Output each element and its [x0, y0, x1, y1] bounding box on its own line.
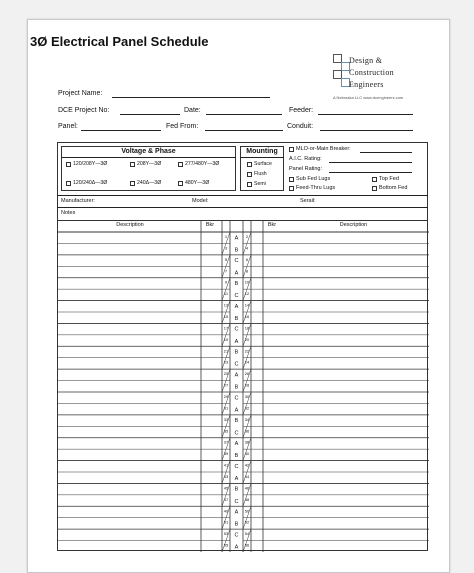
mounting-checkbox[interactable] — [247, 182, 252, 187]
circuit-table-lines — [58, 221, 429, 552]
circuit-number-label: 1 — [224, 234, 228, 239]
phase-label: C — [234, 293, 239, 300]
phase-label: B — [234, 247, 239, 254]
circuit-number-label: 12 — [244, 291, 250, 297]
fed-from-label: Fed From: — [166, 123, 199, 130]
voltage-option: 480Y—3Ø — [185, 180, 210, 186]
circuit-number-label: 14 — [244, 302, 250, 308]
voltage-heading-rule — [61, 157, 236, 158]
circuit-number-label: 18 — [244, 325, 250, 331]
mlo-field[interactable] — [360, 152, 412, 153]
circuit-number-label: 52 — [244, 519, 250, 525]
phase-label: C — [234, 463, 239, 470]
circuit-number-label: 46 — [244, 485, 250, 491]
circuit-number-label: 20 — [244, 336, 250, 342]
phase-label: B — [234, 418, 239, 425]
voltage-option: 120/208Y—3Ø — [73, 161, 108, 167]
phase-label: C — [234, 326, 239, 333]
voltage-option: 240Δ—3Ø — [137, 180, 162, 186]
circuit-number-label: 53 — [223, 531, 229, 537]
project-name-label: Project Name: — [58, 90, 103, 97]
phase-label: A — [234, 544, 239, 551]
phase-label: A — [234, 407, 239, 414]
circuit-number-label: 22 — [244, 348, 250, 354]
serial-label: Serail: — [300, 198, 316, 204]
sub-fed-label: Sub Fed Lugs — [296, 176, 331, 182]
circuit-number-label: 23 — [223, 359, 229, 365]
voltage-checkbox[interactable] — [130, 181, 135, 186]
circuit-number-label: 43 — [223, 474, 229, 479]
circuit-number-label: 50 — [244, 508, 250, 514]
company-logo — [333, 54, 433, 104]
panel-rating-field[interactable] — [329, 172, 412, 173]
phase-label: B — [234, 486, 239, 493]
mounting-heading-rule — [240, 157, 284, 158]
circuit-number-label: 17 — [223, 325, 229, 331]
circuit-number-label: 35 — [223, 428, 229, 434]
circuit-number-label: 29 — [223, 394, 229, 399]
mounting-heading: Mounting — [246, 148, 278, 155]
page-title: 3Ø Electrical Panel Schedule — [30, 34, 209, 49]
logo-text-line3: Engineers — [349, 80, 384, 89]
phase-label: C — [234, 258, 239, 265]
circuit-number-label: 33 — [223, 416, 229, 422]
circuit-number-label: 37 — [223, 439, 229, 445]
aic-rating-label: A.I.C. Rating: — [289, 156, 322, 162]
date-field[interactable] — [206, 114, 282, 115]
manufacturer-label: Manufacturer: — [61, 198, 95, 204]
mounting-option: Semi — [254, 181, 266, 187]
phase-label: B — [234, 521, 239, 528]
circuit-number-label: 19 — [223, 336, 229, 342]
circuit-number-label: 44 — [244, 474, 250, 479]
voltage-checkbox[interactable] — [178, 181, 183, 186]
date-label: Date: — [184, 107, 201, 114]
bottom-fed-checkbox[interactable] — [372, 186, 377, 191]
panel-label: Panel: — [58, 123, 78, 130]
circuit-number-label: 30 — [244, 394, 250, 399]
circuit-number-label: 10 — [244, 279, 250, 285]
dce-project-no-field[interactable] — [120, 114, 180, 115]
circuit-number-label: 31 — [223, 405, 229, 411]
model-label: Model: — [192, 198, 209, 204]
phase-label: A — [234, 441, 239, 448]
conduit-label: Conduit: — [287, 123, 314, 130]
voltage-phase-heading: Voltage & Phase — [121, 148, 176, 155]
phase-label: A — [234, 270, 239, 277]
circuit-number-label: 45 — [223, 485, 229, 491]
circuit-number-label: 21 — [223, 348, 229, 354]
voltage-checkbox[interactable] — [66, 162, 71, 167]
info-mid-rule — [57, 207, 428, 208]
circuit-number-label: 6 — [245, 256, 249, 262]
circuit-number-label: 34 — [244, 416, 250, 422]
circuit-number-label: 55 — [223, 542, 229, 548]
circuit-number-label: 42 — [244, 462, 250, 468]
circuit-number-label: 26 — [244, 371, 250, 377]
phase-label: B — [234, 349, 239, 356]
circuit-number-label: 2 — [245, 234, 249, 239]
phase-label: A — [234, 476, 239, 482]
top-fed-checkbox[interactable] — [372, 177, 377, 182]
feed-thru-label: Feed-Thru Lugs — [296, 185, 336, 191]
mounting-option: Surface — [254, 161, 272, 167]
circuit-number-label: 56 — [244, 542, 250, 548]
circuit-number-label: 47 — [223, 496, 229, 502]
circuit-number-label: 8 — [245, 268, 249, 274]
phase-label: A — [234, 338, 239, 345]
phase-label: A — [234, 235, 239, 242]
logo-text-line2: Construction — [349, 68, 394, 77]
circuit-number-label: 51 — [223, 519, 229, 525]
voltage-checkbox[interactable] — [130, 162, 135, 167]
circuit-number-label: 32 — [244, 405, 250, 411]
left-description-header: Description — [116, 222, 144, 228]
notes-label: Notes — [61, 210, 76, 216]
circuit-number-label: 4 — [245, 245, 249, 251]
circuit-number-label: 7 — [224, 268, 228, 274]
circuit-number-label: 49 — [223, 508, 229, 514]
circuit-number-label: 28 — [244, 382, 250, 388]
phase-label: A — [234, 372, 239, 379]
circuit-number-label: 48 — [244, 496, 250, 502]
logo-subtext: A Nebraska LLC www.dcengineers.com — [333, 95, 404, 100]
left-breaker-header: Bkr — [205, 222, 215, 228]
info-top-rule — [57, 195, 428, 196]
mounting-checkbox[interactable] — [247, 162, 252, 167]
panel-rating-label: Panel Rating: — [289, 166, 323, 172]
circuit-number-label: 54 — [244, 531, 250, 537]
circuit-number-label: 40 — [244, 451, 250, 457]
phase-label: A — [234, 509, 239, 516]
mlo-label: MLO-or-Main Breaker: — [296, 146, 351, 152]
mounting-option: Flush — [254, 171, 267, 177]
phase-label: C — [234, 532, 239, 539]
circuit-number-label: 27 — [223, 382, 229, 388]
voltage-checkbox[interactable] — [66, 181, 71, 186]
phase-label: C — [234, 430, 239, 437]
conduit-field[interactable] — [320, 130, 413, 131]
circuit-number-label: 13 — [223, 302, 229, 308]
right-breaker-header: Bkr — [267, 222, 277, 228]
mlo-checkbox[interactable] — [289, 147, 294, 152]
panel-field[interactable] — [81, 130, 161, 131]
voltage-option: 208Y—3Ø — [137, 161, 162, 167]
bottom-fed-label: Bottom Fed — [379, 185, 408, 191]
feeder-label: Feeder: — [289, 107, 314, 114]
phase-label: C — [234, 498, 239, 505]
sub-fed-checkbox[interactable] — [289, 177, 294, 182]
feeder-field[interactable] — [318, 114, 413, 115]
fed-from-field[interactable] — [205, 130, 283, 131]
phase-label: C — [234, 395, 239, 402]
circuit-number-label: 25 — [223, 371, 229, 377]
circuit-number-label: 3 — [224, 245, 228, 251]
top-fed-label: Top Fed — [379, 176, 399, 182]
circuit-number-label: 11 — [223, 291, 229, 297]
circuit-number-label: 15 — [223, 314, 229, 319]
circuit-number-label: 5 — [224, 256, 228, 262]
circuit-table — [57, 220, 428, 551]
feed-thru-checkbox[interactable] — [289, 186, 294, 191]
phase-label: C — [234, 361, 239, 368]
circuit-number-label: 36 — [244, 428, 250, 434]
circuit-number-label: 38 — [244, 439, 250, 445]
phase-label: B — [234, 316, 239, 322]
phase-label: B — [234, 453, 239, 460]
phase-label: B — [234, 384, 239, 391]
aic-rating-field[interactable] — [329, 162, 412, 163]
right-description-header: Description — [339, 222, 368, 228]
dce-project-no-label: DCE Project No: — [58, 107, 110, 114]
phase-label: A — [234, 303, 239, 310]
phase-label: B — [234, 281, 239, 288]
project-name-field[interactable] — [112, 97, 270, 98]
logo-text-line1: Design & — [349, 56, 383, 65]
voltage-option: 120/240Δ—3Ø — [73, 180, 108, 186]
circuit-number-label: 16 — [244, 314, 250, 319]
mounting-checkbox[interactable] — [247, 172, 252, 177]
voltage-option: 277/480Y—3Ø — [185, 161, 220, 167]
circuit-number-label: 9 — [224, 279, 228, 285]
voltage-checkbox[interactable] — [178, 162, 183, 167]
circuit-number-label: 24 — [244, 359, 250, 365]
circuit-number-label: 39 — [223, 451, 229, 457]
circuit-number-label: 41 — [223, 462, 229, 468]
